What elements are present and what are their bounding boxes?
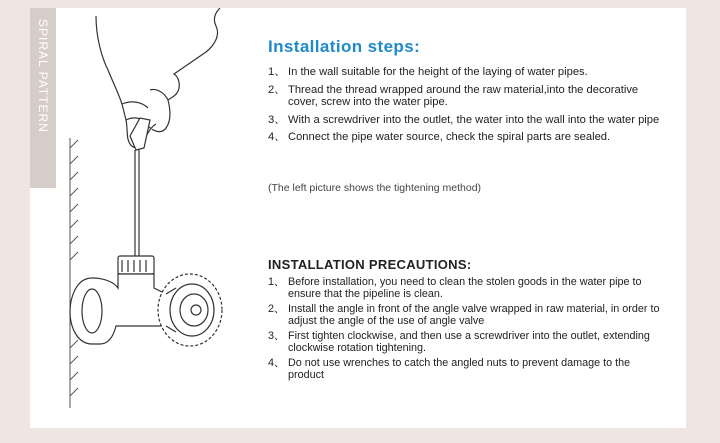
installation-step: [268, 131, 668, 144]
screwdriver-drawing: [130, 118, 150, 260]
installation-steps-list: [268, 66, 668, 149]
precaution-number: 3、: [268, 330, 285, 342]
step-text: In the wall suitable for the height of the laying of water pipes.: [288, 66, 588, 78]
illustration-note: (The left picture shows the tightening method): [268, 182, 482, 194]
installation-step: [268, 114, 668, 127]
step-number: 4、: [268, 131, 286, 143]
installation-illustration: [56, 8, 266, 428]
installation-step: [268, 66, 668, 79]
precaution-item: [268, 358, 668, 381]
precaution-item: [268, 304, 668, 327]
hand-drawing: [96, 8, 220, 147]
side-tab-label: SPIRAL PATTERN: [36, 19, 50, 133]
precautions-title: INSTALLATION PRECAUTIONS:: [268, 257, 472, 272]
installation-step: [268, 84, 668, 109]
precaution-text: Before installation, you need to clean the stolen goods in the water pipe to ensure that the pipeline is clean.: [288, 276, 642, 300]
angle-valve-drawing: [70, 256, 222, 346]
precautions-list: [268, 277, 668, 385]
precaution-text: First tighten clockwise, and then use a screwdriver into the outlet, extending clockwise rotation tightening.: [288, 330, 650, 354]
precaution-number: 2、: [268, 303, 285, 315]
step-number: 2、: [268, 83, 286, 96]
precaution-number: 4、: [268, 357, 285, 369]
precaution-item: [268, 277, 668, 300]
side-tab: [30, 8, 56, 188]
step-number: 3、: [268, 113, 286, 126]
precaution-text: Do not use wrenches to catch the angled nuts to prevent damage to the product: [288, 357, 631, 381]
step-text: Thread the thread wrapped around the raw material,into the decorative cover, screw into the water pipe.: [288, 83, 639, 108]
wall-hatching: [70, 138, 78, 408]
step-number: 1、: [268, 66, 286, 78]
precaution-text: Install the angle in front of the angle valve wrapped in raw material, in order to adjust the angle of the use of angle valve: [288, 303, 660, 327]
step-text: Connect the pipe water source, check the spiral parts are sealed.: [288, 131, 611, 143]
precaution-item: [268, 331, 668, 354]
precaution-number: 1、: [268, 276, 285, 288]
installation-steps-title: Installation steps:: [268, 37, 421, 56]
step-text: With a screwdriver into the outlet, the water into the wall into the water pipe: [288, 113, 660, 126]
